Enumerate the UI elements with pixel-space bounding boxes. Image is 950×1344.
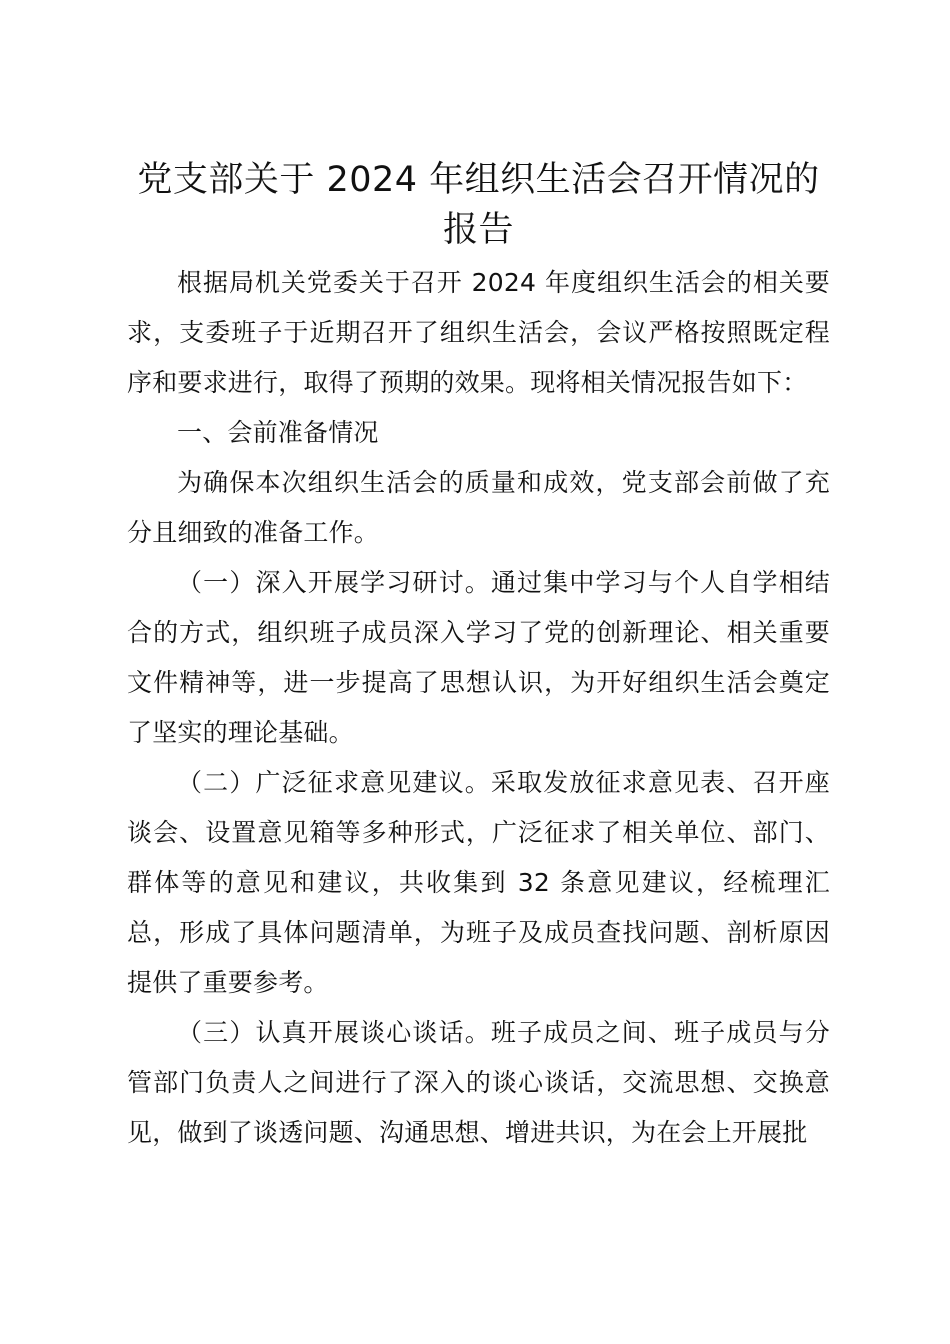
paragraph-intro: 根据局机关党委关于召开 2024 年度组织生活会的相关要求，支委班子于近期召开了组织生活会，会议严格按照既定程序和要求进行，取得了预期的效果。现将相关情况报告如下：: [127, 268, 830, 397]
document-title: 党支部关于 2024 年组织生活会召开情况的报告: [137, 160, 820, 250]
paragraph-preparation: 为确保本次组织生活会的质量和成效，党支部会前做了充分且细致的准备工作。: [127, 468, 830, 547]
section-heading-1: 一、会前准备情况: [177, 418, 379, 447]
paragraph-talks: （三）认真开展谈心谈话。班子成员之间、班子成员与分管部门负责人之间进行了深入的谈心谈话，交流思想、交换意见，做到了谈透问题、沟通思想、增进共识，为在会上开展批: [127, 1018, 830, 1147]
paragraph-opinions: （二）广泛征求意见建议。采取发放征求意见表、召开座谈会、设置意见箱等多种形式，广泛征求了相关单位、部门、群体等的意见和建议，共收集到 32 条意见建议，经梳理汇总，形成了具体问题清单，为班子及成员查找问题、剖析原因提供了重要参考。: [127, 768, 830, 997]
document-body: [127, 155, 830, 1158]
paragraph-study: （一）深入开展学习研讨。通过集中学习与个人自学相结合的方式，组织班子成员深入学习了党的创新理论、相关重要文件精神等，进一步提高了思想认识，为开好组织生活会奠定了坚实的理论基础。: [127, 568, 830, 747]
